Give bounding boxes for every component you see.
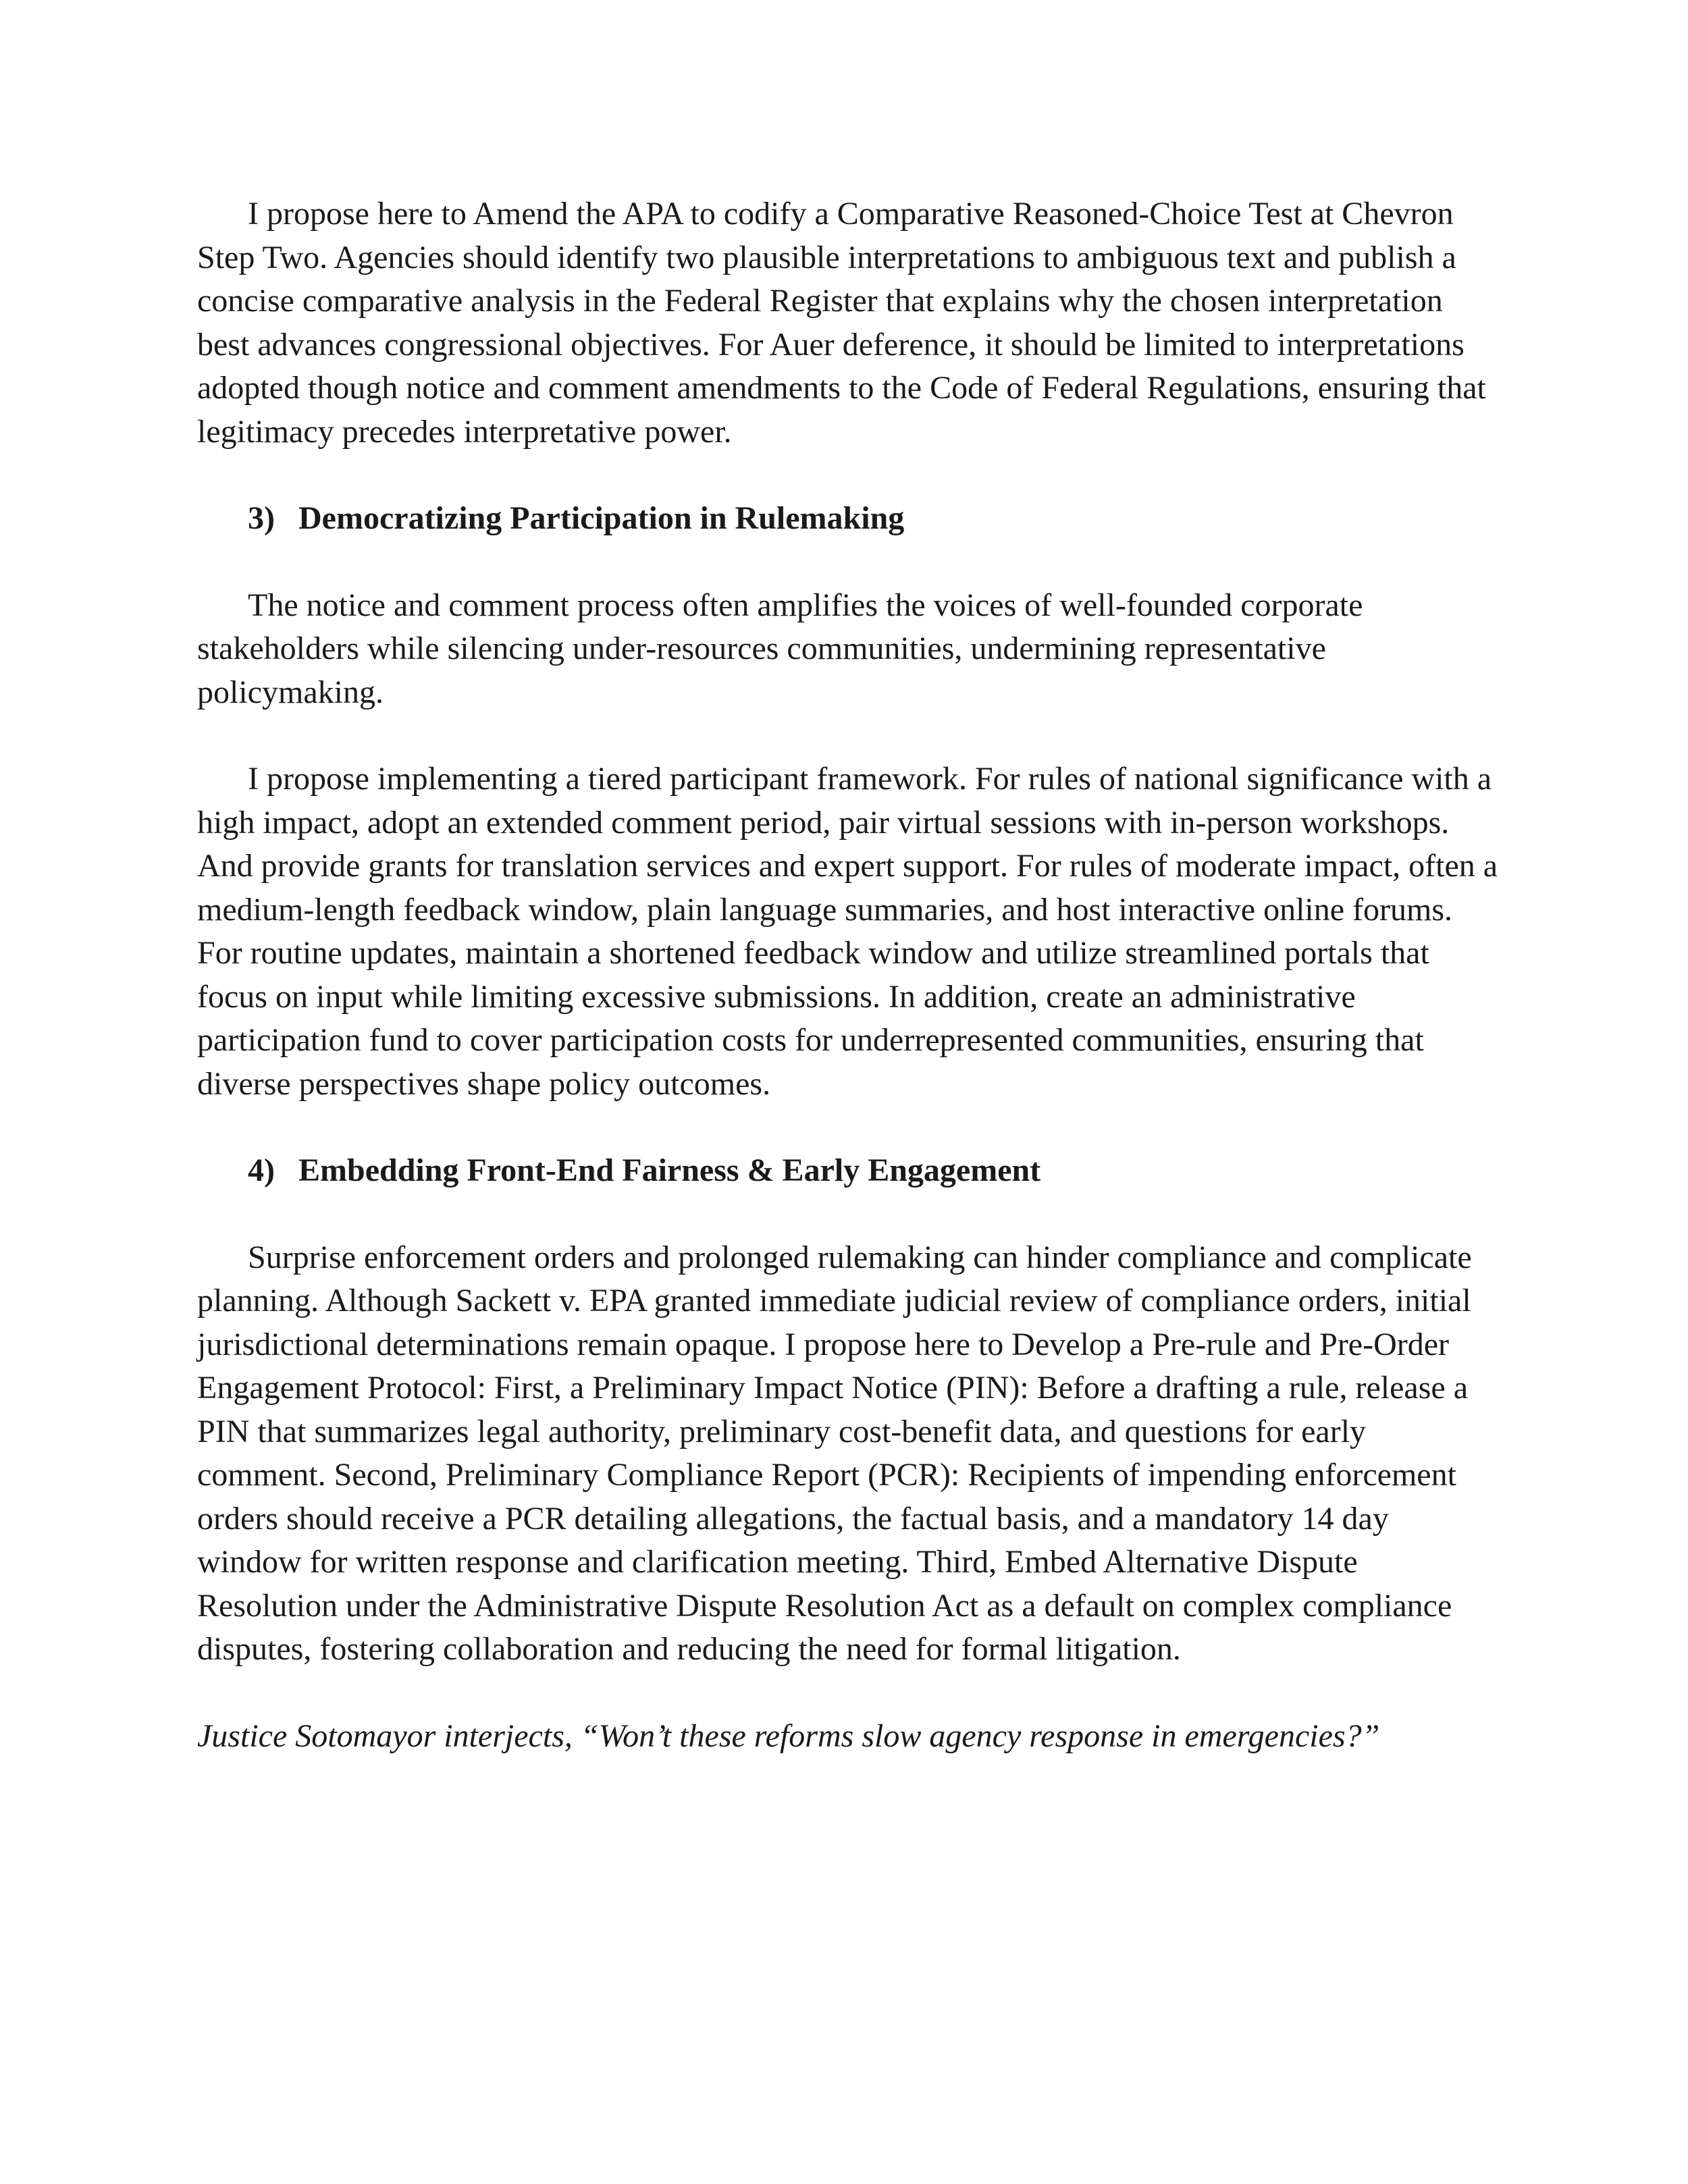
paragraph-engagement-protocol: Surprise enforcement orders and prolonged rulemaking can hinder compliance and complicate planning. Although Sackett v. EPA granted immediate judicial review of compliance orders, initial jurisdictional determinations remain opaque. I propose here to Develop a Pre-rule and Pre-Order Engagement Protocol: First, a Preliminary Impact Notice (PIN): Before a drafting a rule, release a PIN that summarizes legal authority, preliminary cost-benefit data, and questions for early comment. Second, Preliminary Compliance Report (PCR): Recipients of impending enforcement orders should receive a PCR detailing allegations, the factual basis, and a mandatory 14 day window for written response and clarification meeting. Third, Embed Alternative Dispute Resolution under the Administrative Dispute Resolution Act as a default on complex compliance disputes, fostering collaboration and reducing the need for formal litigation.: [197, 1239, 1472, 1667]
document-page: [197, 192, 1500, 1758]
section-heading-3: [197, 497, 1500, 541]
section-title: Democratizing Participation in Rulemaking: [298, 500, 905, 536]
spacer: [197, 1193, 1500, 1236]
paragraph-notice-comment: The notice and comment process often amplifies the voices of well-founded corporate stakeholders while silencing under-resources communities, undermining representative policymaking.: [197, 587, 1363, 710]
spacer: [197, 1672, 1500, 1715]
paragraph-tiered-framework: I propose implementing a tiered participant framework. For rules of national significance with a high impact, adopt an extended comment period, pair virtual sessions with in-person workshops. And provide grants for translation services and expert support. For rules of moderate impact, often a medium-length feedback window, plain language summaries, and host interactive online forums. For routine updates, maintain a shortened feedback window and utilize streamlined portals that focus on input while limiting excessive submissions. In addition, create an administrative participation fund to cover participation costs for underrepresented communities, ensuring that diverse perspectives shape policy outcomes.: [197, 761, 1498, 1102]
section-title: Embedding Front-End Fairness & Early Engagement: [298, 1152, 1041, 1188]
spacer: [197, 454, 1500, 497]
section-heading-4: [197, 1149, 1500, 1193]
section-number: 3): [248, 500, 275, 536]
spacer: [197, 714, 1500, 757]
spacer: [197, 541, 1500, 584]
closing-interjection: Justice Sotomayor interjects, “Won’t these reforms slow agency response in emergencies?”: [197, 1717, 1380, 1754]
section-number: 4): [248, 1152, 275, 1188]
paragraph-apa-amendment: I propose here to Amend the APA to codify a Comparative Reasoned-Choice Test at Chevron Step Two. Agencies should identify two plausible interpretations to ambiguous text and publish a concise comparative analysis in the Federal Register that explains why the chosen interpretation best advances congressional objectives. For Auer deference, it should be limited to interpretations adopted though notice and comment amendments to the Code of Federal Regulations, ensuring that legitimacy precedes interpretative power.: [197, 196, 1486, 450]
spacer: [197, 1106, 1500, 1149]
